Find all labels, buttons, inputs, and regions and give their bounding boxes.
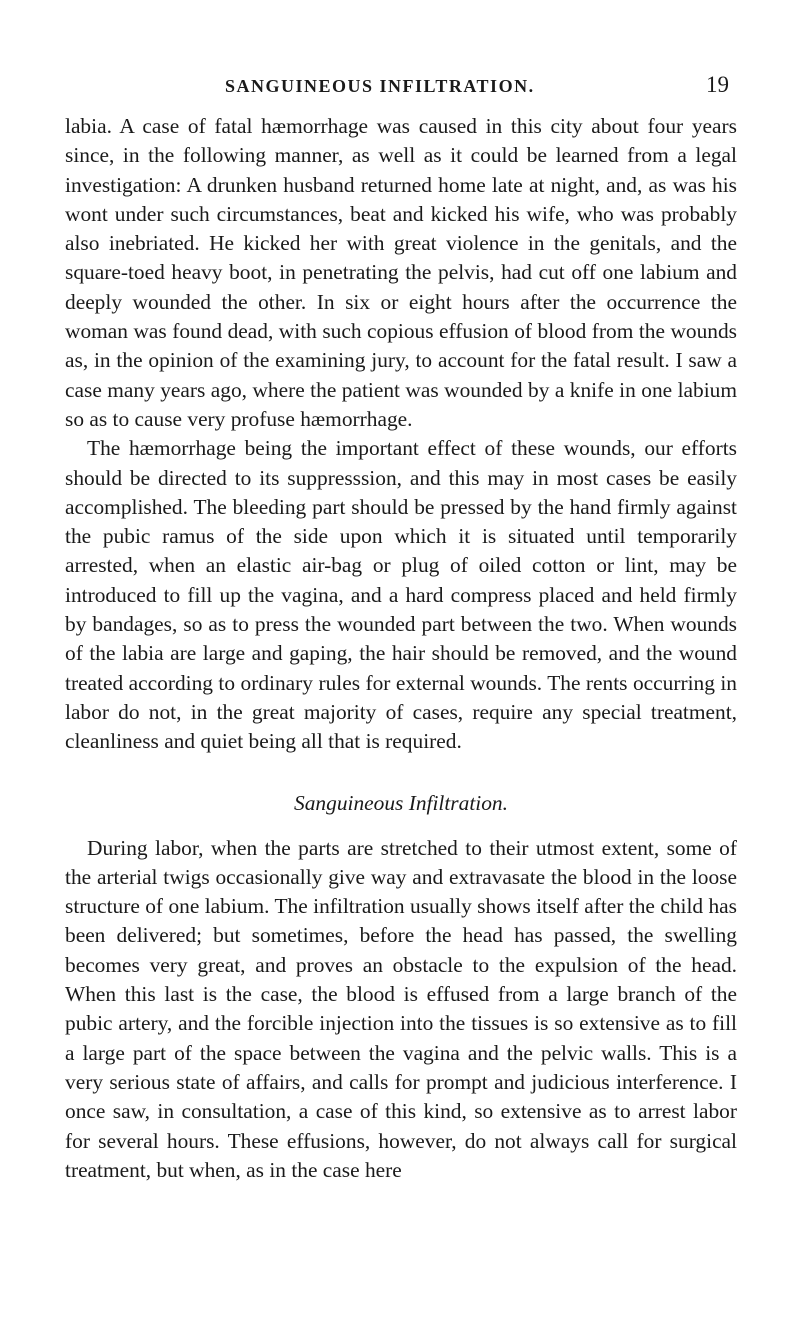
section-heading: Sanguineous Infiltration.	[294, 790, 508, 815]
page-number: 19	[706, 72, 729, 97]
body-text	[65, 112, 737, 1185]
book-page	[65, 70, 737, 1185]
paragraph-labia-case: labia. A case of fatal hæmorrhage was caused in this city about four years since, in the following manner, as well as it could be learned from a legal investigation: A drunken husband returned home late at night, and, as was his wont under such circumstances, beat and kicked his wife, who was probably also inebriated. He kicked her with great violence in the genitals, and the square-toed heavy boot, in penetrating the pelvis, had cut off one labium and deeply wounded the other. In six or eight hours after the occurrence the woman was found dead, with such copious effusion of blood from the wounds as, in the opinion of the examining jury, to account for the fatal result. I saw a case many years ago, where the patient was wounded by a knife in one labium so as to cause very profuse hæmorrhage.	[65, 114, 737, 431]
paragraph-haemorrhage-treatment: The hæmorrhage being the important effect of these wounds, our efforts should be directed to its suppresssion, and this may in most cases be easily accomplished. The bleeding part should be pressed by the hand firmly against the pubic ramus of the side upon which it is situated until temporarily arrested, when an elastic air-bag or plug of oiled cotton or lint, may be introduced to fill up the vagina, and a hard compress placed and held firmly by bandages, so as to press the wounded part between the two. When wounds of the labia are large and gaping, the hair should be removed, and the wound treated according to ordinary rules for external wounds. The rents occurring in labor do not, in the great majority of cases, require any special treatment, cleanliness and quiet being all that is required.	[65, 436, 737, 754]
running-head	[65, 70, 737, 104]
running-title: SANGUINEOUS INFILTRATION.	[225, 76, 535, 96]
paragraph-infiltration: During labor, when the parts are stretched to their utmost extent, some of the arterial twigs occasionally give way and extravasate the blood in the loose structure of one labium. The infiltration usually shows itself after the child has been delivered; but sometimes, before the head has passed, the swelling becomes very great, and proves an obstacle to the expulsion of the head. When this last is the case, the blood is effused from a large branch of the pubic artery, and the forcible injection into the tissues is so extensive as to fill a large part of the space between the vagina and the pelvic walls. This is a very serious state of affairs, and calls for prompt and judicious interference. I once saw, in consultation, a case of this kind, so extensive as to arrest labor for several hours. These effusions, however, do not always call for surgical treatment, but when, as in the case here	[65, 835, 737, 1182]
